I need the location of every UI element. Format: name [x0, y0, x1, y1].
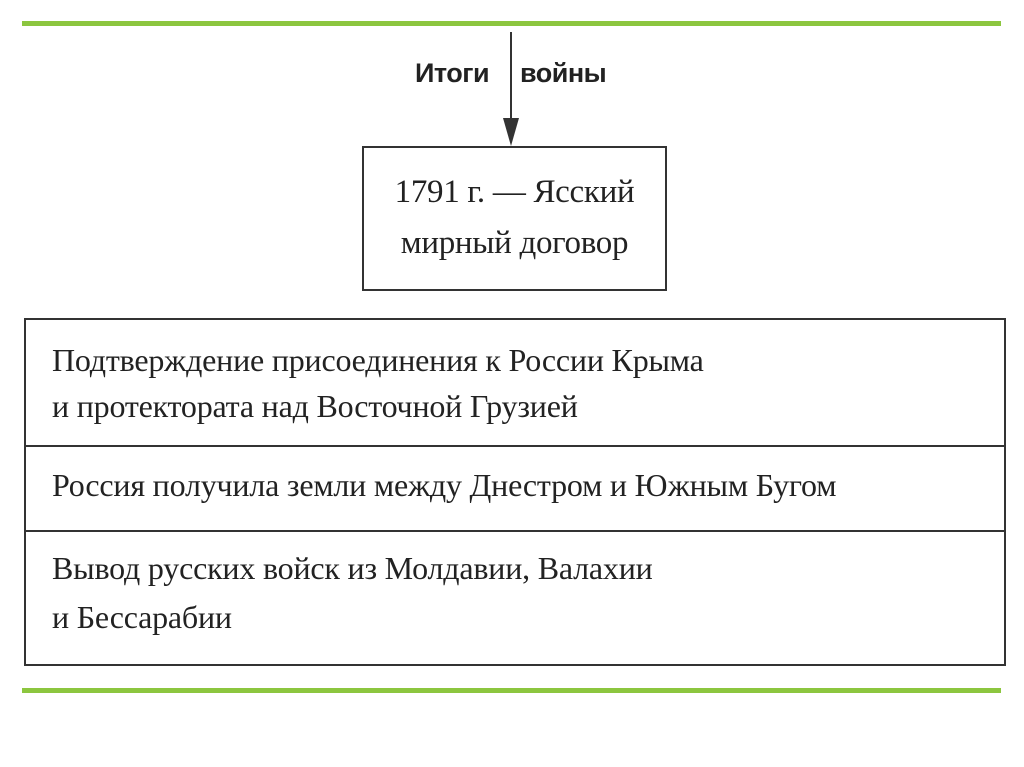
arrow-head	[503, 118, 519, 146]
bottom-green-rule	[22, 688, 1001, 693]
result-row-3-line-1: Вывод русских войск из Молдавии, Валахии	[52, 550, 653, 586]
treaty-line-1: 1791 г. — Ясский	[394, 174, 635, 210]
treaty-line-2: мирный договор	[400, 225, 629, 261]
heading-word-2: войны	[520, 58, 607, 88]
heading-word-1: Итоги	[415, 58, 490, 88]
result-row-2-line-1: Россия получила земли между Днестром и Южным Бугом	[52, 467, 837, 503]
result-row-1-line-2: и протектората над Восточной Грузией	[52, 388, 578, 424]
treaty-box	[362, 146, 667, 291]
result-row-1-line-1: Подтверждение присоединения к России Крыма	[52, 342, 704, 378]
result-row-1	[26, 320, 1004, 445]
result-row-3	[26, 530, 1004, 664]
result-row-2	[26, 445, 1004, 530]
diagram-heading	[360, 58, 660, 92]
top-green-rule	[22, 21, 1001, 26]
results-table	[24, 318, 1006, 666]
result-row-3-line-2: и Бессарабии	[52, 599, 232, 635]
